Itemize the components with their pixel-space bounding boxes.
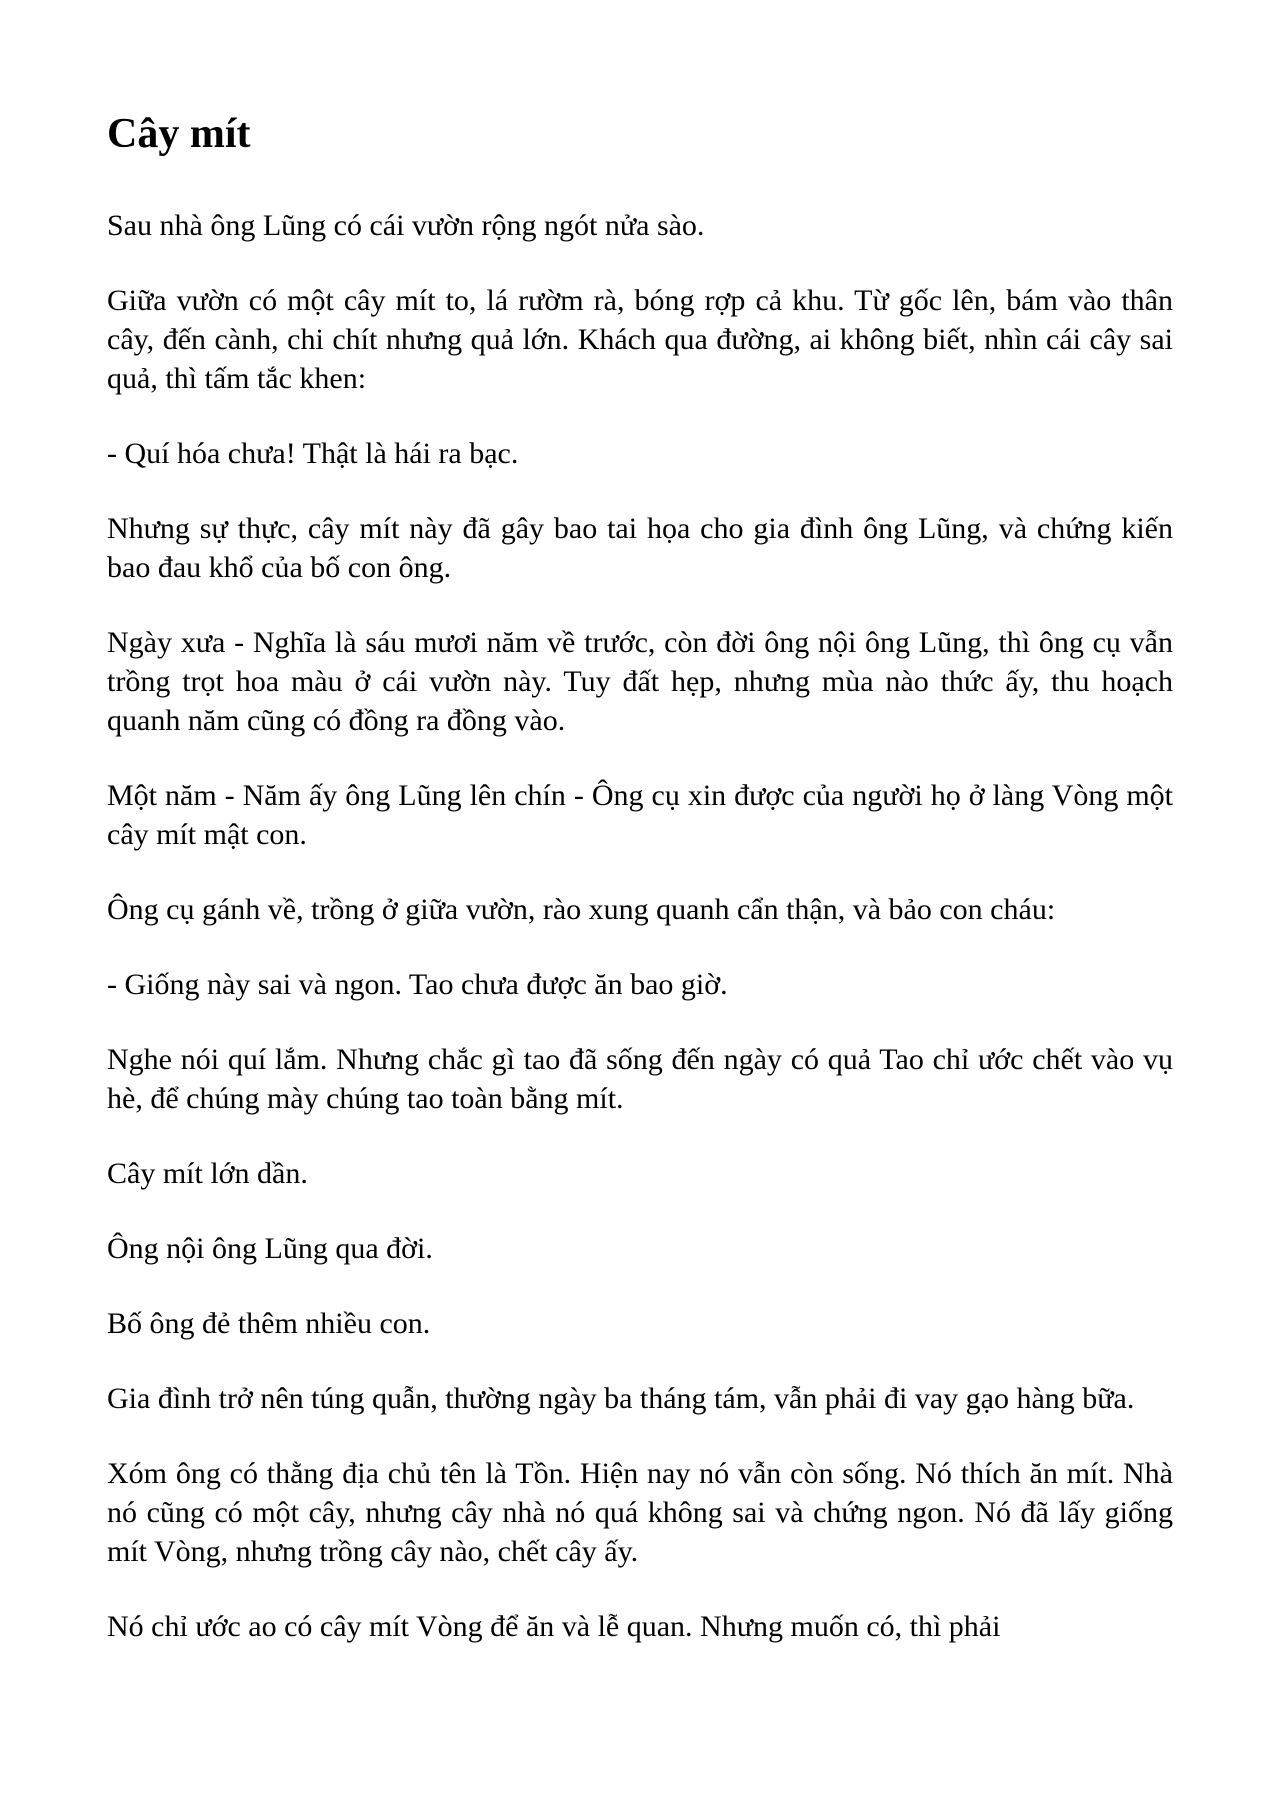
paragraph: - Quí hóa chưa! Thật là hái ra bạc. [107, 437, 519, 470]
paragraph: Cây mít lớn dần. [107, 1157, 308, 1190]
paragraph: Nhưng sự thực, cây mít này đã gây bao tai họa cho gia đình ông Lũng, và chứng kiến bao đau khổ của bố con ông. [107, 512, 1173, 584]
paragraph: Một năm - Năm ấy ông Lũng lên chín - Ông cụ xin được của người họ ở làng Vòng một cây mít mật con. [107, 779, 1173, 851]
paragraph: Nghe nói quí lắm. Nhưng chắc gì tao đã sống đến ngày có quả Tao chỉ ước chết vào vụ hè, để chúng mày chúng tao toàn bằng mít. [107, 1043, 1173, 1115]
paragraph: Ngày xưa - Nghĩa là sáu mươi năm về trước, còn đời ông nội ông Lũng, thì ông cụ vẫn trồng trọt hoa màu ở cái vườn này. Tuy đất hẹp, nhưng mùa nào thức ấy, thu hoạch quanh năm cũng có đồng ra đồng vào. [107, 626, 1173, 737]
paragraph: Nó chỉ ước ao có cây mít Vòng để ăn và lễ quan. Nhưng muốn có, thì phải [107, 1610, 1001, 1643]
document-title: Cây mít [107, 111, 251, 157]
paragraph: Ông nội ông Lũng qua đời. [107, 1232, 433, 1265]
paragraph: Giữa vườn có một cây mít to, lá rườm rà, bóng rợp cả khu. Từ gốc lên, bám vào thân cây, đến cành, chi chít nhưng quả lớn. Khách qua đường, ai không biết, nhìn cái cây sai quả, thì tấm tắc khen: [107, 284, 1173, 395]
document-body [107, 206, 1173, 1682]
paragraph: Sau nhà ông Lũng có cái vườn rộng ngót nửa sào. [107, 209, 705, 242]
paragraph: Bố ông đẻ thêm nhiều con. [107, 1307, 431, 1340]
paragraph: Gia đình trở nên túng quẫn, thường ngày ba tháng tám, vẫn phải đi vay gạo hàng bữa. [107, 1382, 1135, 1415]
paragraph: Xóm ông có thằng địa chủ tên là Tồn. Hiện nay nó vẫn còn sống. Nó thích ăn mít. Nhà nó cũng có một cây, nhưng cây nhà nó quá không sai và chứng ngon. Nó đã lấy giống mít Vòng, nhưng trồng cây nào, chết cây ấy. [107, 1457, 1173, 1568]
paragraph: - Giống này sai và ngon. Tao chưa được ăn bao giờ. [107, 968, 728, 1001]
paragraph: Ông cụ gánh về, trồng ở giữa vườn, rào xung quanh cẩn thận, và bảo con cháu: [107, 893, 1056, 926]
